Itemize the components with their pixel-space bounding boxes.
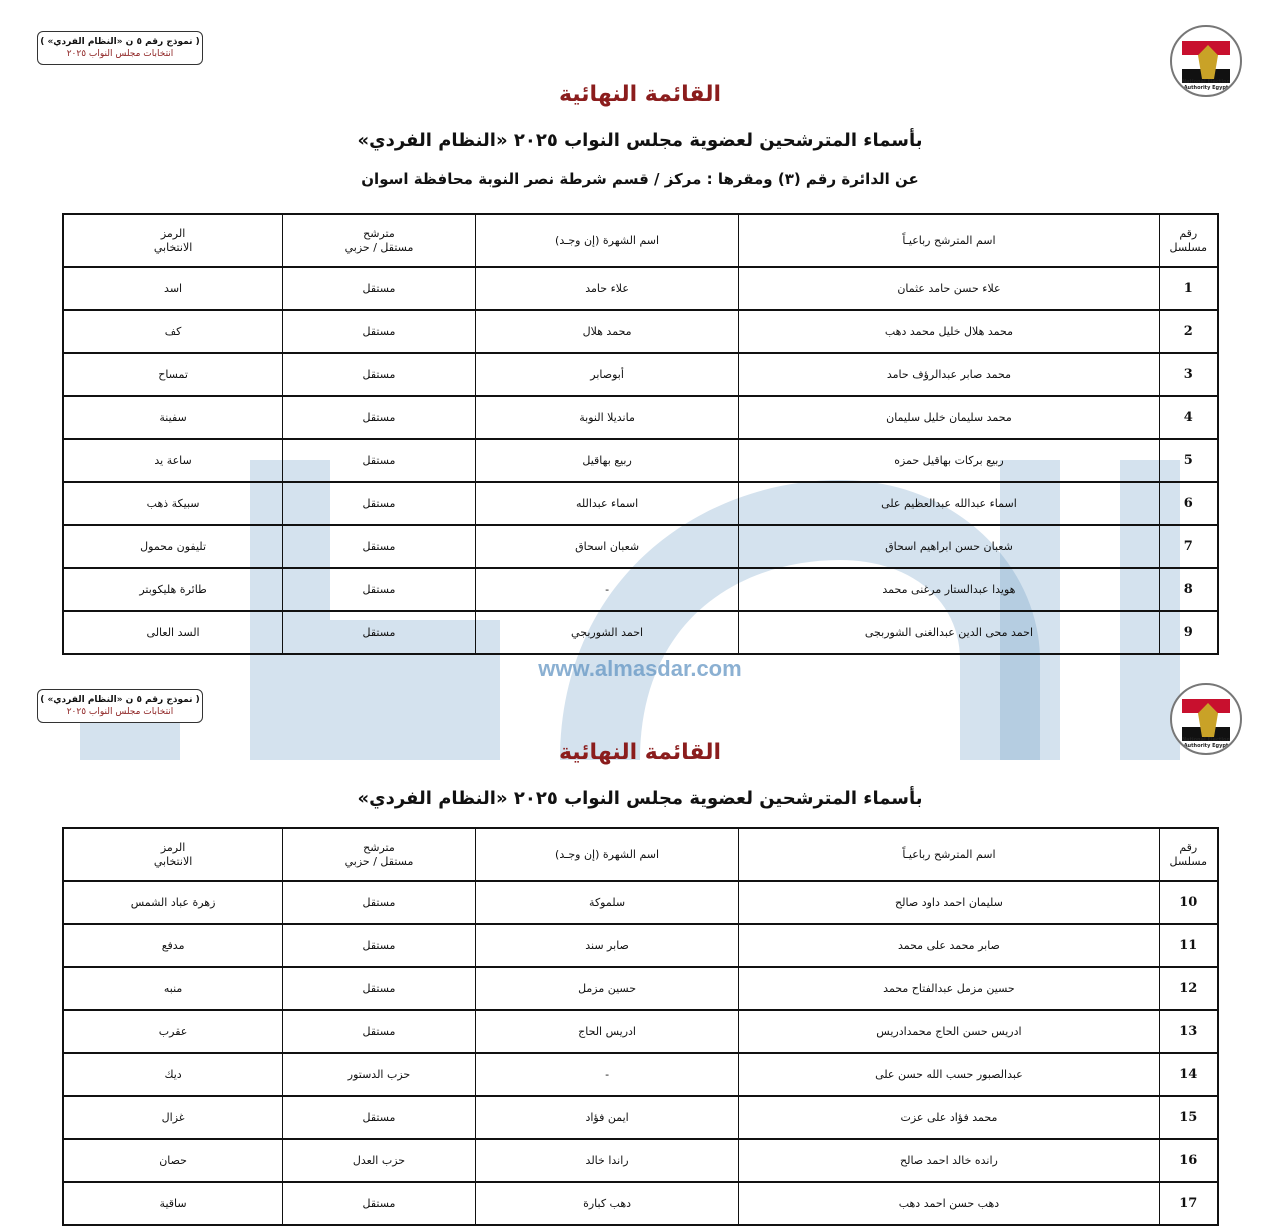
cell-electoral-symbol: اسد [63,267,283,310]
cell-alias: أبوصابر [475,353,739,396]
district-info: عن الدائرة رقم (٣) ومقرها : مركز / قسم شرطة نصر النوبة محافظة اسوان [361,170,919,188]
header-symbol-line2: الانتخابي [153,240,193,254]
form-badge-line1: ( نموذج رقم ٥ ن «النظام الفردي» ) [40,695,200,705]
cell-candidate-name: ادريس حسن الحاج محمدادريس [739,1010,1159,1053]
logo-text: National Election Authority Egypt [1181,737,1231,749]
candidates-table-1 [62,213,1219,655]
cell-alias: سلموكة [475,881,739,924]
cell-serial: 8 [1159,568,1218,611]
header-serial [1159,828,1218,881]
cell-alias: احمد الشوربجي [475,611,739,654]
cell-candidate-name: صابر محمد على محمد [739,924,1159,967]
table-row [63,353,1218,396]
cell-candidate-type: مستقل [283,525,476,568]
table-row [63,1139,1218,1182]
cell-electoral-symbol: ساعة يد [63,439,283,482]
cell-candidate-type: مستقل [283,881,476,924]
cell-serial: 9 [1159,611,1218,654]
header-symbol-line2: الانتخابي [153,854,193,868]
cell-candidate-name: محمد سليمان خليل سليمان [739,396,1159,439]
cell-serial: 15 [1159,1096,1218,1139]
cell-alias: صابر سند [475,924,739,967]
cell-alias: دهب كبارة [475,1182,739,1225]
cell-electoral-symbol: تمساح [63,353,283,396]
cell-candidate-type: مستقل [283,924,476,967]
cell-serial: 10 [1159,881,1218,924]
cell-electoral-symbol: مدفع [63,924,283,967]
cell-alias: - [475,568,739,611]
header-serial [1159,214,1218,267]
table-row [63,1010,1218,1053]
cell-alias: علاء حامد [475,267,739,310]
cell-candidate-type: حزب الدستور [283,1053,476,1096]
cell-serial: 11 [1159,924,1218,967]
cell-alias: ادريس الحاج [475,1010,739,1053]
header-name: اسم المترشح رباعيـاً [739,214,1159,267]
cell-candidate-name: عبدالصبور حسب الله حسن على [739,1053,1159,1096]
cell-serial: 14 [1159,1053,1218,1096]
header-type-line1: مترشح [363,840,395,854]
cell-electoral-symbol: تليفون محمول [63,525,283,568]
cell-serial: 2 [1159,310,1218,353]
cell-candidate-type: مستقل [283,353,476,396]
cell-serial: 7 [1159,525,1218,568]
table-row [63,1182,1218,1225]
table-row [63,568,1218,611]
cell-alias: مانديلا النوبة [475,396,739,439]
header-serial-line2: مسلسل [1169,854,1208,868]
table-row [63,1096,1218,1139]
cell-candidate-type: مستقل [283,439,476,482]
table-row [63,396,1218,439]
table-row [63,267,1218,310]
cell-candidate-type: مستقل [283,396,476,439]
national-election-authority-logo-icon [1170,25,1242,97]
table-row [63,439,1218,482]
cell-candidate-type: مستقل [283,482,476,525]
header-alias: اسم الشهرة (إن وجـد) [475,214,739,267]
header-type-line1: مترشح [363,226,395,240]
header-symbol-line1: الرمز [160,840,186,854]
national-election-authority-logo-icon [1170,683,1242,755]
page-title: القائمة النهائية [558,82,722,107]
cell-electoral-symbol: ديك [63,1053,283,1096]
header-type-line2: مستقل / حزبي [344,854,414,868]
cell-candidate-type: مستقل [283,1182,476,1225]
header-serial-line1: رقم [1179,226,1198,240]
table-row [63,611,1218,654]
cell-serial: 5 [1159,439,1218,482]
header-symbol-line1: الرمز [160,226,186,240]
watermark-url: www.almasdar.com [538,656,742,681]
table-row [63,1053,1218,1096]
table-row [63,881,1218,924]
cell-alias: شعبان اسحاق [475,525,739,568]
cell-serial: 12 [1159,967,1218,1010]
table-row [63,924,1218,967]
page-subtitle: بأسماء المترشحين لعضوية مجلس النواب ٢٠٢٥ «النظام الفردي» [357,130,923,151]
header-type [283,828,476,881]
form-badge-line2: انتخابات مجلس النواب ٢٠٢٥ [66,707,174,717]
form-number-badge [37,31,203,65]
cell-alias: راندا خالد [475,1139,739,1182]
header-serial-line1: رقم [1179,840,1198,854]
cell-candidate-type: مستقل [283,967,476,1010]
header-alias: اسم الشهرة (إن وجـد) [475,828,739,881]
form-badge-line2: انتخابات مجلس النواب ٢٠٢٥ [66,49,174,59]
cell-candidate-type: مستقل [283,310,476,353]
cell-electoral-symbol: السد العالى [63,611,283,654]
header-name: اسم المترشح رباعيـاً [739,828,1159,881]
cell-electoral-symbol: سفينة [63,396,283,439]
cell-candidate-type: مستقل [283,611,476,654]
table-row [63,525,1218,568]
form-badge-line1: ( نموذج رقم ٥ ن «النظام الفردي» ) [40,37,200,47]
cell-electoral-symbol: طائرة هليكوبتر [63,568,283,611]
cell-electoral-symbol: حصان [63,1139,283,1182]
cell-candidate-name: ربيع بركات بهاقيل حمزه [739,439,1159,482]
cell-serial: 13 [1159,1010,1218,1053]
cell-serial: 6 [1159,482,1218,525]
cell-serial: 1 [1159,267,1218,310]
header-type-line2: مستقل / حزبي [344,240,414,254]
cell-candidate-name: محمد صابر عبدالرؤف حامد [739,353,1159,396]
cell-electoral-symbol: كف [63,310,283,353]
header-serial-line2: مسلسل [1169,240,1208,254]
table-header-row [63,214,1218,267]
cell-electoral-symbol: سبيكة ذهب [63,482,283,525]
cell-candidate-name: علاء حسن حامد عثمان [739,267,1159,310]
cell-serial: 17 [1159,1182,1218,1225]
cell-candidate-type: حزب العدل [283,1139,476,1182]
cell-candidate-name: سليمان احمد داود صالح [739,881,1159,924]
cell-electoral-symbol: غزال [63,1096,283,1139]
cell-candidate-name: شعبان حسن ابراهيم اسحاق [739,525,1159,568]
cell-electoral-symbol: منبه [63,967,283,1010]
cell-electoral-symbol: زهرة عباد الشمس [63,881,283,924]
cell-electoral-symbol: ساقية [63,1182,283,1225]
cell-candidate-type: مستقل [283,1010,476,1053]
header-symbol [63,214,283,267]
cell-alias: حسين مزمل [475,967,739,1010]
cell-serial: 4 [1159,396,1218,439]
cell-electoral-symbol: عقرب [63,1010,283,1053]
page-subtitle-2: بأسماء المترشحين لعضوية مجلس النواب ٢٠٢٥ «النظام الفردي» [357,788,923,809]
cell-alias: - [475,1053,739,1096]
cell-candidate-type: مستقل [283,568,476,611]
cell-alias: محمد هلال [475,310,739,353]
cell-candidate-name: رانده خالد احمد صالح [739,1139,1159,1182]
table-row [63,967,1218,1010]
form-number-badge-2 [37,689,203,723]
cell-alias: ايمن فؤاد [475,1096,739,1139]
cell-alias: اسماء عبدالله [475,482,739,525]
header-type [283,214,476,267]
cell-candidate-name: اسماء عبدالله عبدالعظيم على [739,482,1159,525]
cell-alias: ربيع بهاقيل [475,439,739,482]
cell-candidate-name: احمد محى الدين عبدالغنى الشوربجى [739,611,1159,654]
table-row [63,482,1218,525]
cell-candidate-name: دهب حسن احمد دهب [739,1182,1159,1225]
cell-serial: 3 [1159,353,1218,396]
cell-candidate-name: محمد فؤاد على عزت [739,1096,1159,1139]
table-row [63,310,1218,353]
cell-candidate-type: مستقل [283,1096,476,1139]
cell-candidate-name: حسين مزمل عبدالفتاح محمد [739,967,1159,1010]
page-title-2: القائمة النهائية [558,740,722,765]
logo-text: National Election Authority Egypt [1181,79,1231,91]
cell-candidate-name: هويدا عبدالستار مرغنى محمد [739,568,1159,611]
cell-candidate-name: محمد هلال خليل محمد دهب [739,310,1159,353]
cell-candidate-type: مستقل [283,267,476,310]
table-header-row [63,828,1218,881]
candidates-table-2 [62,827,1219,1226]
header-symbol [63,828,283,881]
cell-serial: 16 [1159,1139,1218,1182]
